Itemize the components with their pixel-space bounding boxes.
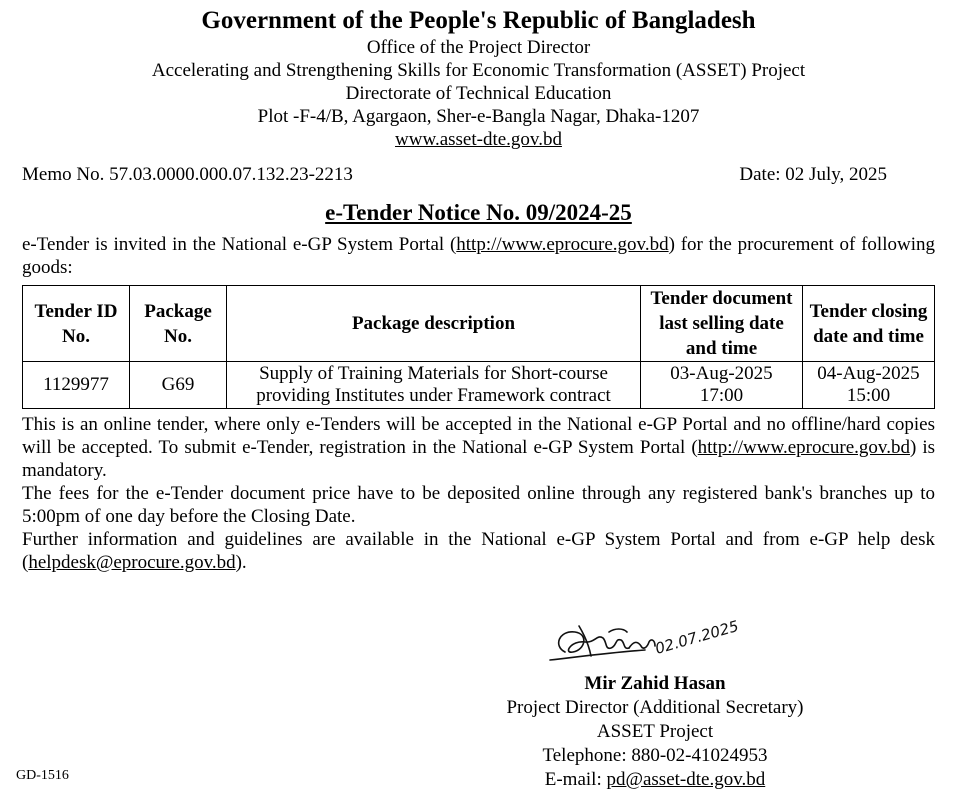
- closing-date: 04-Aug-2025: [817, 363, 920, 384]
- project-line: Accelerating and Strengthening Skills for Economic Transformation (ASSET) Project: [151, 60, 806, 81]
- memo-row: [22, 163, 935, 187]
- para3-text-after: ).: [235, 552, 247, 573]
- signatory-designation: Project Director (Additional Secretary): [506, 697, 804, 718]
- intro-paragraph: [22, 233, 935, 279]
- helpdesk-paragraph: [22, 528, 935, 574]
- online-tender-paragraph: [22, 413, 935, 482]
- cell-package-no: G69: [130, 362, 227, 409]
- last-selling-date: 03-Aug-2025: [670, 363, 773, 384]
- fees-paragraph: The fees for the e-Tender document price have to be deposited online through any registered bank's branches up to 5:00pm of one day before the Closing Date.: [22, 483, 935, 527]
- memo-date: Date: 02 July, 2025: [739, 164, 887, 185]
- office-line: Office of the Project Director: [366, 37, 591, 58]
- signatory-name: Mir Zahid Hasan: [584, 673, 726, 694]
- para3-text-before: Further information and guidelines are available in the National e-GP System Portal and from e-GP help desk (: [22, 529, 935, 573]
- closing-time: 15:00: [846, 385, 891, 406]
- header-tender-id: Tender ID No.: [23, 286, 130, 362]
- cell-description: Supply of Training Materials for Short-course providing Institutes under Framework contract: [227, 362, 641, 409]
- header-last-selling: Tender document last selling date and time: [641, 286, 803, 362]
- para1-text-before: This is an online tender, where only e-Tenders will be accepted in the National e-GP Portal and no offline/hard copies will be accepted. To submit e-Tender, registration in the National e-GP System Portal (: [22, 414, 935, 458]
- header-package-no: Package No.: [130, 286, 227, 362]
- email-label: E-mail:: [544, 769, 607, 790]
- cell-last-selling: [641, 362, 803, 409]
- signatory-project: ASSET Project: [596, 721, 714, 742]
- memo-number: Memo No. 57.03.0000.000.07.132.23-2213: [22, 164, 353, 185]
- signatory-email-line: [440, 768, 870, 792]
- para1-text-after: ) is mandatory.: [22, 437, 936, 481]
- document-code: GD-1516: [16, 768, 69, 783]
- notice-body: [22, 413, 935, 574]
- government-title: Government of the People's Republic of Bangladesh: [201, 7, 756, 34]
- signatory-email-link[interactable]: pd@asset-dte.gov.bd: [606, 769, 766, 790]
- website-link[interactable]: www.asset-dte.gov.bd: [395, 129, 562, 150]
- last-selling-time: 17:00: [699, 385, 744, 406]
- signature-date: 02.07.2025: [653, 616, 741, 658]
- directorate-line: Directorate of Technical Education: [345, 83, 612, 104]
- signature-block: [440, 612, 870, 792]
- cell-closing: [803, 362, 935, 409]
- signatory-telephone: Telephone: 880-02-41024953: [542, 745, 768, 766]
- notice-title: e-Tender Notice No. 09/2024-25: [325, 200, 632, 225]
- table-header-row: [23, 286, 935, 362]
- intro-text-after: ) for the procurement of following goods:: [22, 234, 935, 278]
- header-closing: Tender closing date and time: [803, 286, 935, 362]
- cell-tender-id: 1129977: [23, 362, 130, 409]
- eprocure-link[interactable]: http://www.eprocure.gov.bd: [456, 234, 669, 255]
- letterhead: [22, 0, 935, 151]
- tender-table: [22, 285, 935, 409]
- header-description: Package description: [227, 286, 641, 362]
- intro-text-before: e-Tender is invited in the National e-GP System Portal (: [22, 234, 457, 255]
- handwritten-signature: [545, 612, 765, 670]
- eprocure-link-2[interactable]: http://www.eprocure.gov.bd: [697, 437, 910, 458]
- helpdesk-email-link[interactable]: helpdesk@eprocure.gov.bd: [28, 552, 236, 573]
- table-row: [23, 362, 935, 409]
- address-line: Plot -F-4/B, Agargaon, Sher-e-Bangla Nagar, Dhaka-1207: [257, 106, 700, 127]
